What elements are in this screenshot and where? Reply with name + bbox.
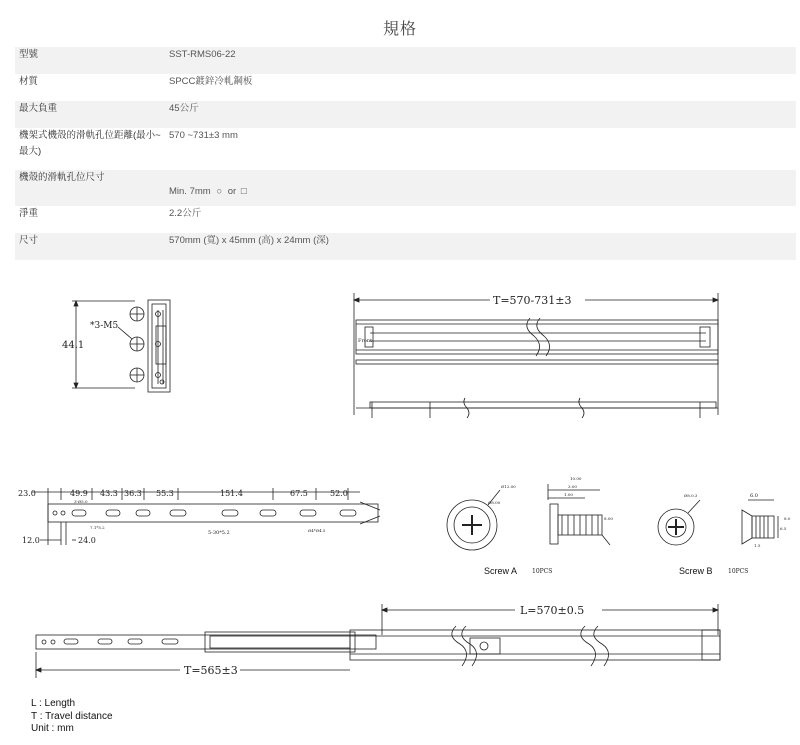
screw-b-dim: 6.5 [780, 526, 787, 531]
rail-bottom-travel-label: T=565±3 [184, 664, 238, 677]
hole-dim: 23.0 [18, 489, 36, 498]
spec-value: 45公斤 [169, 103, 199, 114]
hole-dim-bottom: 24.0 [78, 536, 96, 545]
spec-value: Min. 7mm [169, 186, 211, 197]
screw-b-dim: 1.5 [754, 543, 761, 548]
rail-top-drawing [354, 293, 718, 418]
spec-label: 尺寸 [19, 235, 39, 246]
hole-note: Ø4*Ø4.5 [308, 528, 326, 533]
rail-bottom-drawing [36, 604, 720, 678]
screw-a-dim: Ø12.00 [501, 484, 516, 489]
hole-dim: 151.4 [220, 489, 243, 498]
screw-a-label: Screw A [484, 566, 518, 576]
spec-label: 淨重 [19, 208, 39, 219]
spec-label: 最大負重 [19, 103, 58, 114]
legend [31, 698, 113, 736]
front-view-hole-label: *3-M5 [90, 321, 119, 331]
spec-label: 材質 [19, 76, 39, 87]
hole-dim: 49.9 [70, 489, 88, 498]
screw-a-dim: 10.00 [570, 476, 582, 481]
rail-top-front-stamp: Front [358, 338, 373, 344]
legend-unit: Unit : mm [31, 723, 74, 734]
legend-length: L : Length [31, 698, 76, 709]
screw-a-dim: 8.00 [604, 516, 613, 521]
spec-label: 型號 [19, 49, 39, 60]
screw-b-dim: 8.0 [784, 516, 791, 521]
screw-a-qty: 10PCS [532, 568, 553, 575]
spec-value: SST-RMS06-22 [169, 49, 236, 60]
spec-value: 570 ~731±3 mm [169, 130, 238, 141]
spec-value: SPCC鍍鋅冷軋鋼板 [169, 76, 253, 87]
screw-b-drawing [658, 500, 778, 545]
hole-dim: 52.0 [330, 489, 348, 498]
screw-b-dim: Ø8.0.3 [684, 493, 698, 498]
screw-a-drawing [447, 484, 610, 550]
spec-label: 機架式機殼的滑軌孔位距離(最小~最大) [19, 130, 161, 157]
legend-travel: T : Travel distance [31, 710, 113, 722]
round-hole-icon: ○ [216, 186, 223, 197]
front-view-drawing [72, 300, 170, 392]
hole-note: 5-30*5.2 [208, 530, 230, 536]
screw-b-dim: 6.0 [750, 493, 758, 499]
rail-bottom-length-label: L=570±0.5 [520, 604, 585, 617]
screw-b-qty: 10PCS [728, 568, 749, 575]
hole-dim: 36.3 [124, 489, 142, 498]
screw-a-dim: 1.00 [564, 492, 573, 497]
hole-note: 7.1*5.2 [90, 525, 105, 530]
spec-label: 機殼的滑軌孔位尺寸 [19, 172, 105, 183]
spec-value: 570mm (寬) x 45mm (高) x 24mm (深) [169, 235, 329, 246]
or-text: or [227, 186, 237, 197]
hole-dim: 55.3 [156, 489, 174, 498]
rail-top-travel-label: T=570-731±3 [493, 294, 572, 307]
front-view-height-label: 44.1 [62, 340, 85, 351]
screw-b-label: Screw B [679, 566, 713, 576]
page-title: 規格 [382, 21, 417, 38]
hole-dim: 67.5 [290, 489, 308, 498]
hole-dim-bottom: 12.0 [22, 536, 40, 545]
screw-a-dim: 3.00 [568, 484, 577, 489]
square-hole-icon: □ [240, 186, 247, 197]
screw-a-dim: Ø8.00 [488, 500, 501, 505]
hole-dim: 43.3 [100, 489, 118, 498]
hole-note: 3-Ø5.0 [74, 499, 88, 504]
spec-value: 2.2公斤 [169, 208, 202, 219]
